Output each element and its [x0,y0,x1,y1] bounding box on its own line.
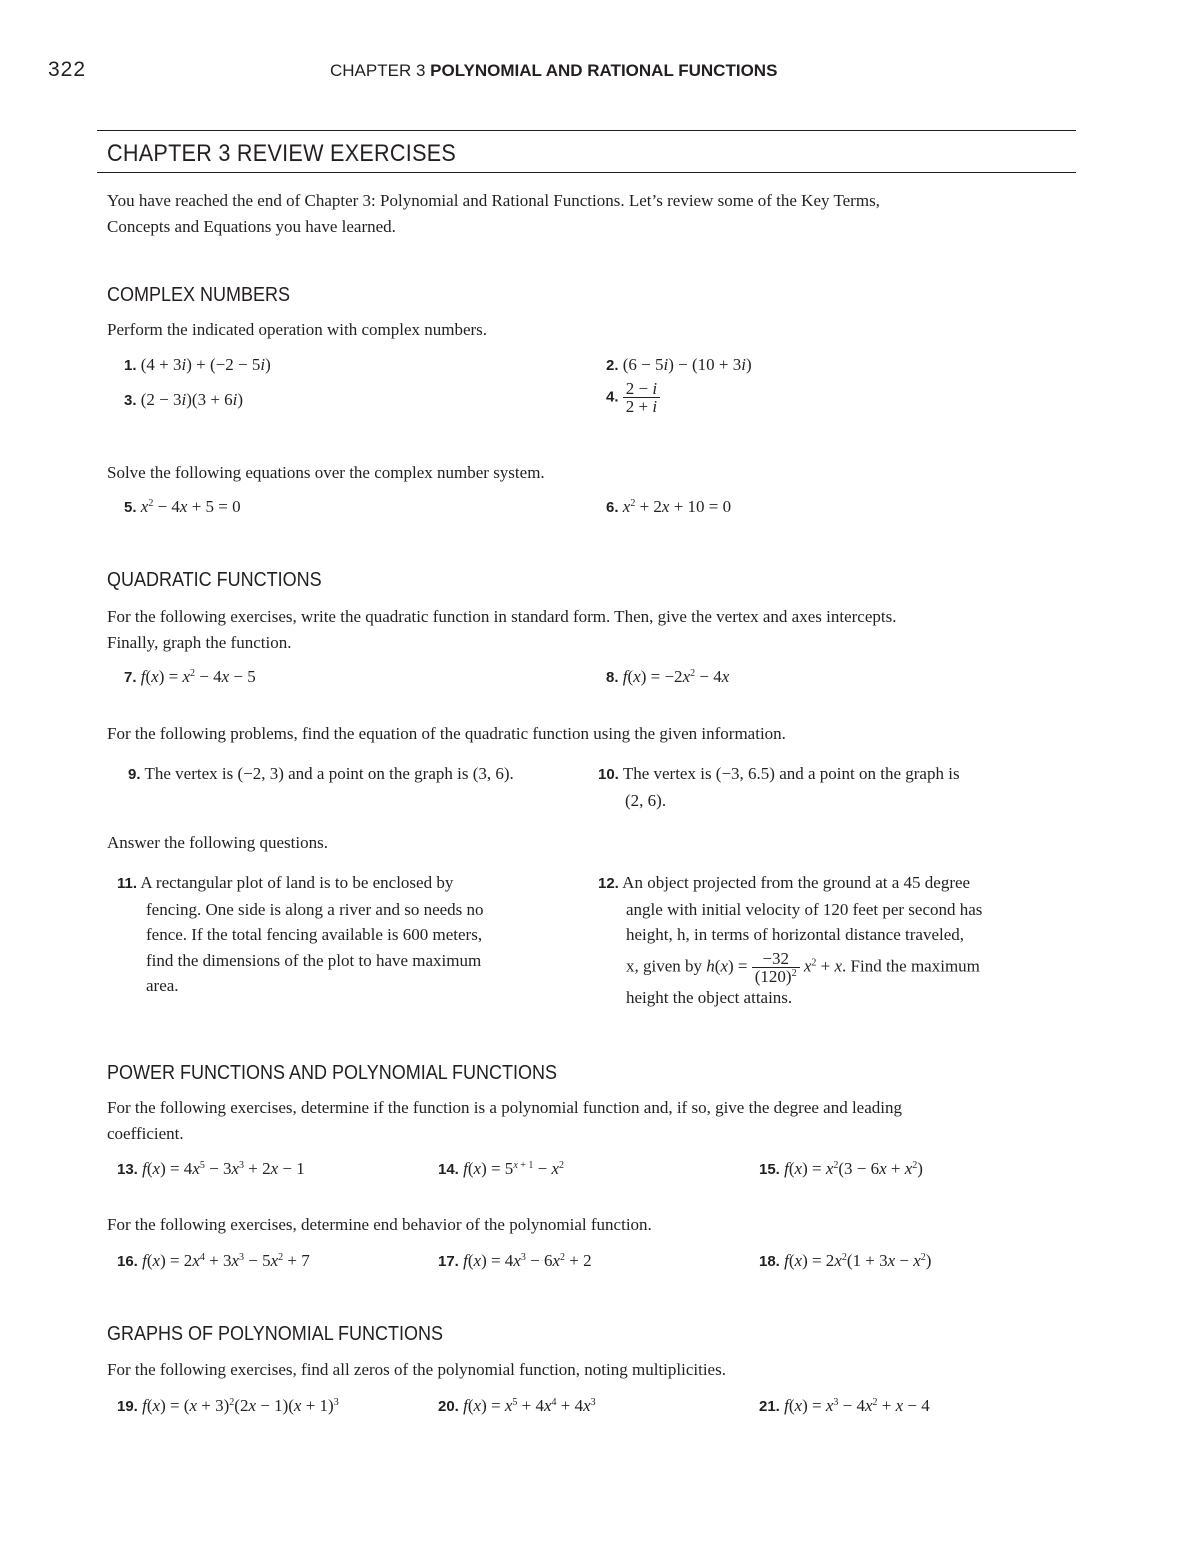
exercise-9 [128,761,514,788]
exercise-number: 21. [759,1398,780,1415]
instruction-line: For the following exercises, write the quadratic function in standard form. Then, give the vertex and axes intercepts. [107,607,897,626]
fraction: $\frac{-32}{(120)^2}$ [752,950,800,985]
instruction-find-zeros: For the following exercises, find all zeros of the polynomial function, noting multiplicities. [107,1360,726,1379]
instruction-complex-equations: Solve the following equations over the complex number system. [107,463,545,482]
exercise-11 [117,870,577,999]
exercise-number: 7. [124,669,137,686]
running-header-topic: POLYNOMIAL AND RATIONAL FUNCTIONS [430,61,778,80]
exercise-12-line: An object projected from the ground at a 45 degree [622,873,971,892]
exercise-12-line: x, given by [626,955,703,975]
exercise-number: 14. [438,1161,459,1178]
exercise-number: 13. [117,1161,138,1178]
exercise-number: 18. [759,1253,780,1270]
exercise-12-line: angle with initial velocity of 120 feet per second has [626,899,983,919]
exercise-20: 20. $f(x) = x^5 + 4x^4 + 4x^3$ [438,1396,596,1415]
exercise-number: 17. [438,1253,459,1270]
section-heading-graphs-of-polynomials: GRAPHS OF POLYNOMIAL FUNCTIONS [107,1323,444,1345]
exercise-1: 1. (4 + 3i) + (−2 − 5i) [124,355,271,374]
fraction: $\frac{2 - i}{2 + i}$ [623,380,660,415]
exercise-10-text-cont: (2, 6). [625,791,667,810]
title-rule-bottom [97,172,1076,173]
intro-paragraph [107,188,1082,240]
instruction-standard-form [107,604,1082,656]
exercise-6: 6. $x^2 + 2x + 10 = 0$ [606,497,732,516]
exercise-number: 15. [759,1161,780,1178]
exercise-17: 17. $f(x) = 4x^3 - 6x^2 + 2$ [438,1251,592,1270]
exercise-11-line: fencing. One side is along a river and so needs no [146,899,484,919]
exercise-14: 14. $f(x) = 5^{x + 1} - x^2$ [438,1159,565,1178]
exercise-number: 16. [117,1253,138,1270]
exercise-19: 19. $f(x) = (x + 3)^2(2x - 1)(x + 1)^3$ [117,1396,339,1415]
exercise-number: 4. [606,388,619,406]
exercise-13: 13. $f(x) = 4x^5 - 3x^3 + 2x - 1$ [117,1159,305,1178]
exercise-10-text: The vertex is (−3, 6.5) and a point on the graph is [622,764,960,783]
exercise-4 [606,380,660,415]
instruction-end-behavior: For the following exercises, determine end behavior of the polynomial function. [107,1215,652,1234]
exercise-12-formula-line: x, given by h(x) = $\frac{-32}{(120)^2}$ $x^2 + x$. Find the maximum [626,948,980,986]
exercise-2: 2. (6 − 5i) − (10 + 3i) [606,355,752,374]
exercise-number: 10. [598,766,619,783]
exercise-21: 21. $f(x) = x^3 - 4x^2 + x - 4$ [759,1396,930,1415]
exercise-number: 11. [117,875,138,892]
page-number: 322 [48,58,87,81]
instruction-line: For the following exercises, determine if the function is a polynomial function and, if so, give the degree and leading [107,1098,902,1117]
intro-line-1: You have reached the end of Chapter 3: Polynomial and Rational Functions. Let’s review some of the Key Terms, [107,191,880,210]
exercise-5: 5. $x^2 - 4x + 5 = 0$ [124,497,241,516]
exercise-9-text: The vertex is (−2, 3) and a point on the graph is (3, 6). [144,764,514,783]
exercise-7: 7. $f(x) = x^2 - 4x - 5$ [124,667,256,686]
running-header [330,61,777,81]
exercise-11-line: area. [146,976,179,995]
exercise-number: 1. [124,357,137,374]
exercise-number: 19. [117,1398,138,1415]
exercise-number: 8. [606,669,619,686]
exercise-18: 18. $f(x) = 2x^2(1 + 3x - x^2)$ [759,1251,932,1270]
exercise-16: 16. $f(x) = 2x^4 + 3x^3 - 5x^2 + 7$ [117,1251,310,1270]
instruction-line: coefficient. [107,1124,184,1143]
exercise-number: 5. [124,499,137,516]
exercise-number: 3. [124,392,137,409]
exercise-number: 20. [438,1398,459,1415]
exercise-number: 2. [606,357,619,374]
exercise-11-line: fence. If the total fencing available is 600 meters, [146,925,483,944]
exercise-12 [598,870,1078,1010]
exercise-11-line: find the dimensions of the plot to have maximum [146,950,482,970]
exercise-8: 8. $f(x) = -2x^2 - 4x$ [606,667,730,686]
instruction-find-equation: For the following problems, find the equation of the quadratic function using the given information. [107,724,786,743]
exercise-11-line: A rectangular plot of land is to be enclosed by [140,873,454,892]
exercise-12-line: height, h, in terms of horizontal distance traveled, [626,925,965,944]
chapter-title: CHAPTER 3 REVIEW EXERCISES [107,140,457,167]
exercise-3: 3. (2 − 3i)(3 + 6i) [124,390,244,409]
section-heading-power-functions: POWER FUNCTIONS AND POLYNOMIAL FUNCTIONS [107,1062,558,1084]
exercise-number: 6. [606,499,619,516]
section-heading-complex-numbers: COMPLEX NUMBERS [107,284,291,306]
instruction-complex-operations: Perform the indicated operation with complex numbers. [107,320,488,339]
exercise-15: 15. $f(x) = x^2(3 - 6x + x^2)$ [759,1159,923,1178]
intro-line-2: Concepts and Equations you have learned. [107,217,396,236]
title-rule-top [97,130,1076,131]
exercise-10 [598,761,960,814]
running-header-chapter: CHAPTER 3 [330,61,426,80]
exercise-12-line: height the object attains. [626,987,793,1007]
section-heading-quadratic-functions: QUADRATIC FUNCTIONS [107,569,322,591]
exercise-number: 9. [128,766,141,783]
instruction-polynomial-degree [107,1095,1082,1147]
instruction-answer-questions: Answer the following questions. [107,833,328,852]
instruction-line: Finally, graph the function. [107,633,292,652]
exercise-number: 12. [598,875,619,892]
